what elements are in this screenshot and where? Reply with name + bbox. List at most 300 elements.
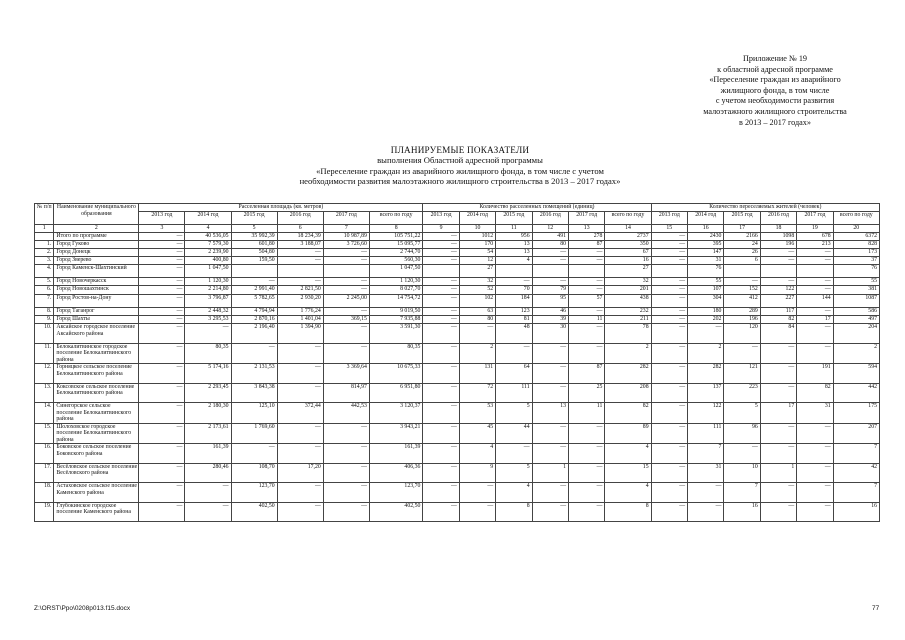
row-number: 8. <box>35 307 54 315</box>
table-cell: 122 <box>688 403 724 424</box>
table-cell: — <box>185 502 231 522</box>
table-cell: — <box>760 278 796 286</box>
table-cell: 131 <box>459 364 495 384</box>
municipality-name: Город Новошахтинск <box>54 286 139 294</box>
table-cell: — <box>139 232 185 240</box>
table-cell: 369,15 <box>323 315 369 323</box>
table-cell: — <box>139 257 185 265</box>
table-cell: 1 120,30 <box>185 278 231 286</box>
table-cell: 7 579,30 <box>185 240 231 248</box>
table-cell: 9 019,50 <box>369 307 422 315</box>
table-cell: 82 <box>797 383 833 403</box>
table-cell: 67 <box>605 248 651 256</box>
appendix-line: малоэтажного жилищного строительства <box>703 106 847 116</box>
table-cell: — <box>139 463 185 483</box>
column-number: 9 <box>423 225 459 233</box>
table-cell <box>724 265 760 278</box>
table-cell: — <box>651 324 687 344</box>
table-cell: 5 <box>496 403 532 424</box>
table-cell: 72 <box>459 383 495 403</box>
table-cell: 13 <box>496 248 532 256</box>
table-cell: — <box>139 343 185 364</box>
table-cell: 1 394,90 <box>277 324 323 344</box>
table-cell: — <box>724 343 760 364</box>
table-cell: 213 <box>797 240 833 248</box>
table-cell: 2 <box>833 343 879 364</box>
table-cell: 1 401,04 <box>277 315 323 323</box>
municipality-name: Город Каменск-Шахтинский <box>54 265 139 278</box>
header-year: 2017 год <box>323 212 369 225</box>
column-number: 16 <box>688 225 724 233</box>
table-cell: — <box>797 248 833 256</box>
table-row <box>35 307 880 315</box>
row-number: 13. <box>35 383 54 403</box>
table-cell: 442,53 <box>323 403 369 424</box>
table-cell: — <box>569 483 605 503</box>
table-cell: 828 <box>833 240 879 248</box>
row-number: 19. <box>35 502 54 522</box>
table-cell: — <box>496 444 532 464</box>
row-number: 9. <box>35 315 54 323</box>
table-cell: 814,97 <box>323 383 369 403</box>
table-cell: — <box>277 248 323 256</box>
table-cell: 17,20 <box>277 463 323 483</box>
table-cell: — <box>277 383 323 403</box>
header-total: всего по году <box>369 212 422 225</box>
table-cell: 400,80 <box>185 257 231 265</box>
table-cell: — <box>724 278 760 286</box>
municipality-name: Горняцкое сельское поселение Белокалитвинского района <box>54 364 139 384</box>
table-cell: 2 821,50 <box>277 286 323 294</box>
header-group-premises: Количество расселенных помещений (единиц) <box>423 204 651 212</box>
table-cell: — <box>651 463 687 483</box>
table-row <box>35 265 880 278</box>
table-cell: — <box>423 364 459 384</box>
table-cell: — <box>323 286 369 294</box>
table-cell: 280,46 <box>185 463 231 483</box>
table-cell: 120 <box>724 324 760 344</box>
municipality-name: Весёловское сельское поселение Весёловского района <box>54 463 139 483</box>
table-cell: 76 <box>688 265 724 278</box>
table-cell: 31 <box>688 257 724 265</box>
table-cell: 161,39 <box>369 444 422 464</box>
table-cell: 184 <box>496 294 532 307</box>
table-cell: — <box>423 502 459 522</box>
header-year: 2015 год <box>496 212 532 225</box>
table-cell: — <box>423 383 459 403</box>
table-cell: 11 <box>569 315 605 323</box>
table-cell: 1 <box>760 463 796 483</box>
table-cell: — <box>139 502 185 522</box>
table-cell: — <box>423 240 459 248</box>
table-cell: 3 943,21 <box>369 423 422 444</box>
table-cell: 1 047,50 <box>369 265 422 278</box>
table-cell: 350 <box>605 240 651 248</box>
table-cell: 282 <box>605 364 651 384</box>
appendix-note <box>650 54 900 128</box>
table-cell: — <box>139 324 185 344</box>
table-cell: 6 951,80 <box>369 383 422 403</box>
table-cell: — <box>459 324 495 344</box>
table-cell: — <box>185 483 231 503</box>
table-cell: — <box>139 483 185 503</box>
table-cell: — <box>532 257 568 265</box>
table-cell: — <box>651 257 687 265</box>
table-cell: 57 <box>569 294 605 307</box>
municipality-name: Город Зверево <box>54 257 139 265</box>
table-cell: — <box>797 463 833 483</box>
table-cell: 63 <box>459 307 495 315</box>
table-cell: — <box>139 315 185 323</box>
table-cell: 491 <box>532 232 568 240</box>
header-year: 2013 год <box>139 212 185 225</box>
column-number: 11 <box>496 225 532 233</box>
table-cell: — <box>277 483 323 503</box>
table-cell: — <box>323 483 369 503</box>
column-number: 10 <box>459 225 495 233</box>
table-cell: 147 <box>688 248 724 256</box>
municipality-name: Шолоховское городское поселение Белокалитвинского района <box>54 423 139 444</box>
table-cell: 180 <box>688 307 724 315</box>
table-cell: — <box>569 343 605 364</box>
table-cell: — <box>797 278 833 286</box>
header-municipality: Наименование муниципального образования <box>54 204 139 225</box>
table-cell <box>532 265 568 278</box>
column-number: 14 <box>605 225 651 233</box>
table-row <box>35 364 880 384</box>
table-cell: — <box>797 444 833 464</box>
table-cell: 2 180,30 <box>185 403 231 424</box>
table-cell: 8 <box>605 502 651 522</box>
table-cell: — <box>797 257 833 265</box>
table-cell: — <box>651 343 687 364</box>
table-cell: — <box>760 248 796 256</box>
table-cell: 79 <box>532 286 568 294</box>
table-cell: — <box>139 248 185 256</box>
title-line: «Переселение граждан из аварийного жилищного фонда, в том числе с учетом <box>316 165 604 176</box>
table-cell: — <box>532 343 568 364</box>
table-cell: 204 <box>833 324 879 344</box>
table-cell: 395 <box>688 240 724 248</box>
row-number: 10. <box>35 324 54 344</box>
header-group-area: Расселенная площадь (кв. метров) <box>139 204 423 212</box>
table-cell: — <box>569 257 605 265</box>
column-number: 8 <box>369 225 422 233</box>
table-cell: 14 754,72 <box>369 294 422 307</box>
table-cell: — <box>277 257 323 265</box>
table-cell: 10 987,89 <box>323 232 369 240</box>
table-cell: — <box>496 278 532 286</box>
table-cell: 3 726,60 <box>323 240 369 248</box>
table-cell: 1087 <box>833 294 879 307</box>
table-cell: — <box>760 483 796 503</box>
table-cell: 15 <box>605 463 651 483</box>
row-number: 17. <box>35 463 54 483</box>
table-cell: — <box>569 248 605 256</box>
table-cell: 1 047,50 <box>185 265 231 278</box>
table-cell: — <box>423 315 459 323</box>
column-number: 19 <box>797 225 833 233</box>
table-cell: — <box>532 502 568 522</box>
table-cell: 105 751,22 <box>369 232 422 240</box>
municipality-name: Город Таганрог <box>54 307 139 315</box>
header-year: 2017 год <box>797 212 833 225</box>
table-cell: 2 <box>605 343 651 364</box>
table-cell: 48 <box>496 324 532 344</box>
table-cell: — <box>423 483 459 503</box>
table-cell: 304 <box>688 294 724 307</box>
row-number: 1. <box>35 240 54 248</box>
table-cell: 6 <box>724 257 760 265</box>
table-cell: 196 <box>724 315 760 323</box>
table-cell: 232 <box>605 307 651 315</box>
table-row <box>35 463 880 483</box>
table-cell: — <box>323 502 369 522</box>
table-cell: — <box>139 364 185 384</box>
table-cell: — <box>323 324 369 344</box>
document-title <box>200 145 720 187</box>
table-cell: — <box>797 286 833 294</box>
table-cell: — <box>423 463 459 483</box>
header-total: всего по году <box>833 212 879 225</box>
table-cell: — <box>277 444 323 464</box>
table-cell: — <box>139 278 185 286</box>
table-cell: 2166 <box>724 232 760 240</box>
table-cell: — <box>532 278 568 286</box>
table-cell: — <box>569 444 605 464</box>
table-cell: — <box>423 324 459 344</box>
table-cell: 123,70 <box>369 483 422 503</box>
table-cell: — <box>651 423 687 444</box>
table-cell: 80,35 <box>185 343 231 364</box>
table-cell: — <box>277 364 323 384</box>
indicators-table-container <box>34 203 880 522</box>
table-cell: 117 <box>760 307 796 315</box>
table-cell <box>423 265 459 278</box>
table-cell: — <box>569 307 605 315</box>
table-cell: 227 <box>760 294 796 307</box>
table-cell: — <box>532 364 568 384</box>
table-cell: 15 095,77 <box>369 240 422 248</box>
table-cell: 81 <box>496 315 532 323</box>
column-number: 13 <box>569 225 605 233</box>
table-cell: 40 536,05 <box>185 232 231 240</box>
table-cell: 2 239,90 <box>185 248 231 256</box>
municipality-name: Итого по программе <box>54 232 139 240</box>
table-cell: 64 <box>496 364 532 384</box>
table-cell: 3 591,30 <box>369 324 422 344</box>
column-number: 18 <box>760 225 796 233</box>
table-cell: 601,80 <box>231 240 277 248</box>
table-cell: 678 <box>797 232 833 240</box>
table-cell: — <box>797 343 833 364</box>
table-cell: — <box>139 403 185 424</box>
table-cell: — <box>760 444 796 464</box>
table-cell: 87 <box>569 240 605 248</box>
table-cell: 87 <box>569 364 605 384</box>
table-cell: 1098 <box>760 232 796 240</box>
table-cell: 4 <box>459 444 495 464</box>
table-cell <box>277 265 323 278</box>
table-cell <box>231 265 277 278</box>
table-cell: — <box>459 502 495 522</box>
table-cell: 80 <box>459 315 495 323</box>
table-cell: 2 173,61 <box>185 423 231 444</box>
header-total: всего по году <box>605 212 651 225</box>
table-cell: 31 <box>688 463 724 483</box>
table-cell: — <box>231 278 277 286</box>
row-number: 2. <box>35 248 54 256</box>
table-cell: 123 <box>496 307 532 315</box>
table-cell: 37 <box>833 257 879 265</box>
table-cell: 5 <box>496 463 532 483</box>
table-cell: — <box>760 502 796 522</box>
table-cell: 144 <box>797 294 833 307</box>
title-line: необходимости развития малоэтажного жилищного строительства в 2013 – 2017 годах» <box>299 176 621 187</box>
table-cell: 175 <box>833 403 879 424</box>
header-year: 2015 год <box>231 212 277 225</box>
table-cell: — <box>651 502 687 522</box>
header-year: 2014 год <box>459 212 495 225</box>
header-year: 2014 год <box>688 212 724 225</box>
row-number: 6. <box>35 286 54 294</box>
table-cell: 3 843,38 <box>231 383 277 403</box>
header-year: 2016 год <box>277 212 323 225</box>
table-cell: 125,10 <box>231 403 277 424</box>
table-cell: 12 <box>459 257 495 265</box>
table-cell: 1 776,24 <box>277 307 323 315</box>
table-cell: 82 <box>605 403 651 424</box>
header-group-residents: Количество переселяемых жителей (человек) <box>651 204 879 212</box>
table-cell: — <box>277 502 323 522</box>
table-cell: 3 796,87 <box>185 294 231 307</box>
footer-file-path: Z:\ORST\Ppo\0208p013.f15.docx <box>34 605 131 612</box>
table-cell: — <box>423 278 459 286</box>
table-cell: 52 <box>459 286 495 294</box>
table-cell: 3 188,07 <box>277 240 323 248</box>
table-cell: 2 991,40 <box>231 286 277 294</box>
appendix-line: в 2013 – 2017 годах» <box>739 117 811 127</box>
table-cell: 123,70 <box>231 483 277 503</box>
table-cell: 45 <box>459 423 495 444</box>
table-row <box>35 257 880 265</box>
header-year: 2015 год <box>724 212 760 225</box>
table-cell <box>496 265 532 278</box>
table-row <box>35 343 880 364</box>
table-cell: 4 <box>605 483 651 503</box>
table-cell: — <box>797 502 833 522</box>
table-cell: — <box>423 257 459 265</box>
table-cell: 111 <box>496 383 532 403</box>
table-cell: — <box>139 307 185 315</box>
table-cell: — <box>277 278 323 286</box>
table-cell: 201 <box>605 286 651 294</box>
table-cell: — <box>277 343 323 364</box>
table-cell: 560,30 <box>369 257 422 265</box>
header-year: 2013 год <box>651 212 687 225</box>
table-cell: — <box>651 278 687 286</box>
table-cell: 137 <box>688 383 724 403</box>
table-cell: 2 293,45 <box>185 383 231 403</box>
table-cell: — <box>423 444 459 464</box>
row-number: 16. <box>35 444 54 464</box>
table-cell: — <box>651 240 687 248</box>
table-cell: 2 <box>688 343 724 364</box>
table-cell: 4 794,94 <box>231 307 277 315</box>
table-cell: 53 <box>459 403 495 424</box>
column-number: 5 <box>231 225 277 233</box>
municipality-name: Глубокинское городское поселение Каменского района <box>54 502 139 522</box>
table-cell: — <box>139 423 185 444</box>
table-cell: — <box>651 444 687 464</box>
table-cell: 17 <box>797 315 833 323</box>
row-number: 11. <box>35 343 54 364</box>
table-cell: 3 369,64 <box>323 364 369 384</box>
table-cell: 25 <box>569 383 605 403</box>
row-number: 5. <box>35 278 54 286</box>
table-cell: — <box>532 383 568 403</box>
table-cell: — <box>139 444 185 464</box>
table-row <box>35 423 880 444</box>
page-number: 77 <box>872 605 880 612</box>
table-cell: 2 744,70 <box>369 248 422 256</box>
table-cell: 55 <box>833 278 879 286</box>
municipality-name: Аксайское городское поселение Аксайского района <box>54 324 139 344</box>
table-cell: — <box>724 444 760 464</box>
table-cell: 223 <box>724 383 760 403</box>
table-cell: — <box>423 307 459 315</box>
table-cell: 76 <box>833 265 879 278</box>
table-row <box>35 232 880 240</box>
table-cell: 8 <box>496 502 532 522</box>
table-cell: 30 <box>532 324 568 344</box>
table-cell: 442 <box>833 383 879 403</box>
table-cell: 282 <box>688 364 724 384</box>
table-cell: 7 <box>833 444 879 464</box>
appendix-line: с учетом необходимости развития <box>715 96 835 106</box>
table-cell: 4 <box>496 483 532 503</box>
table-cell: 2 448,32 <box>185 307 231 315</box>
table-cell: 5 174,16 <box>185 364 231 384</box>
table-cell: 202 <box>688 315 724 323</box>
table-cell: — <box>797 423 833 444</box>
table-cell: 96 <box>724 423 760 444</box>
table-row <box>35 286 880 294</box>
appendix-line: Приложение № 19 <box>742 54 808 63</box>
table-cell: 2 131,53 <box>231 364 277 384</box>
table-cell: 438 <box>605 294 651 307</box>
table-cell <box>797 265 833 278</box>
municipality-name: Белокалитвинское городское поселение Белокалитвинского района <box>54 343 139 364</box>
table-cell: 4 <box>605 444 651 464</box>
table-cell: — <box>231 444 277 464</box>
table-cell: — <box>651 403 687 424</box>
table-cell: — <box>797 324 833 344</box>
table-cell: 54 <box>459 248 495 256</box>
indicators-table <box>34 203 880 522</box>
header-number: № п/п <box>35 204 54 225</box>
table-cell: 381 <box>833 286 879 294</box>
table-cell: 80 <box>532 240 568 248</box>
table-cell: — <box>323 423 369 444</box>
table-cell: — <box>760 423 796 444</box>
header-years-row <box>35 212 880 225</box>
table-cell: 406,36 <box>369 463 422 483</box>
column-number: 6 <box>277 225 323 233</box>
municipality-name: Город Гуково <box>54 240 139 248</box>
table-cell: 7 <box>833 483 879 503</box>
table-cell: — <box>651 315 687 323</box>
